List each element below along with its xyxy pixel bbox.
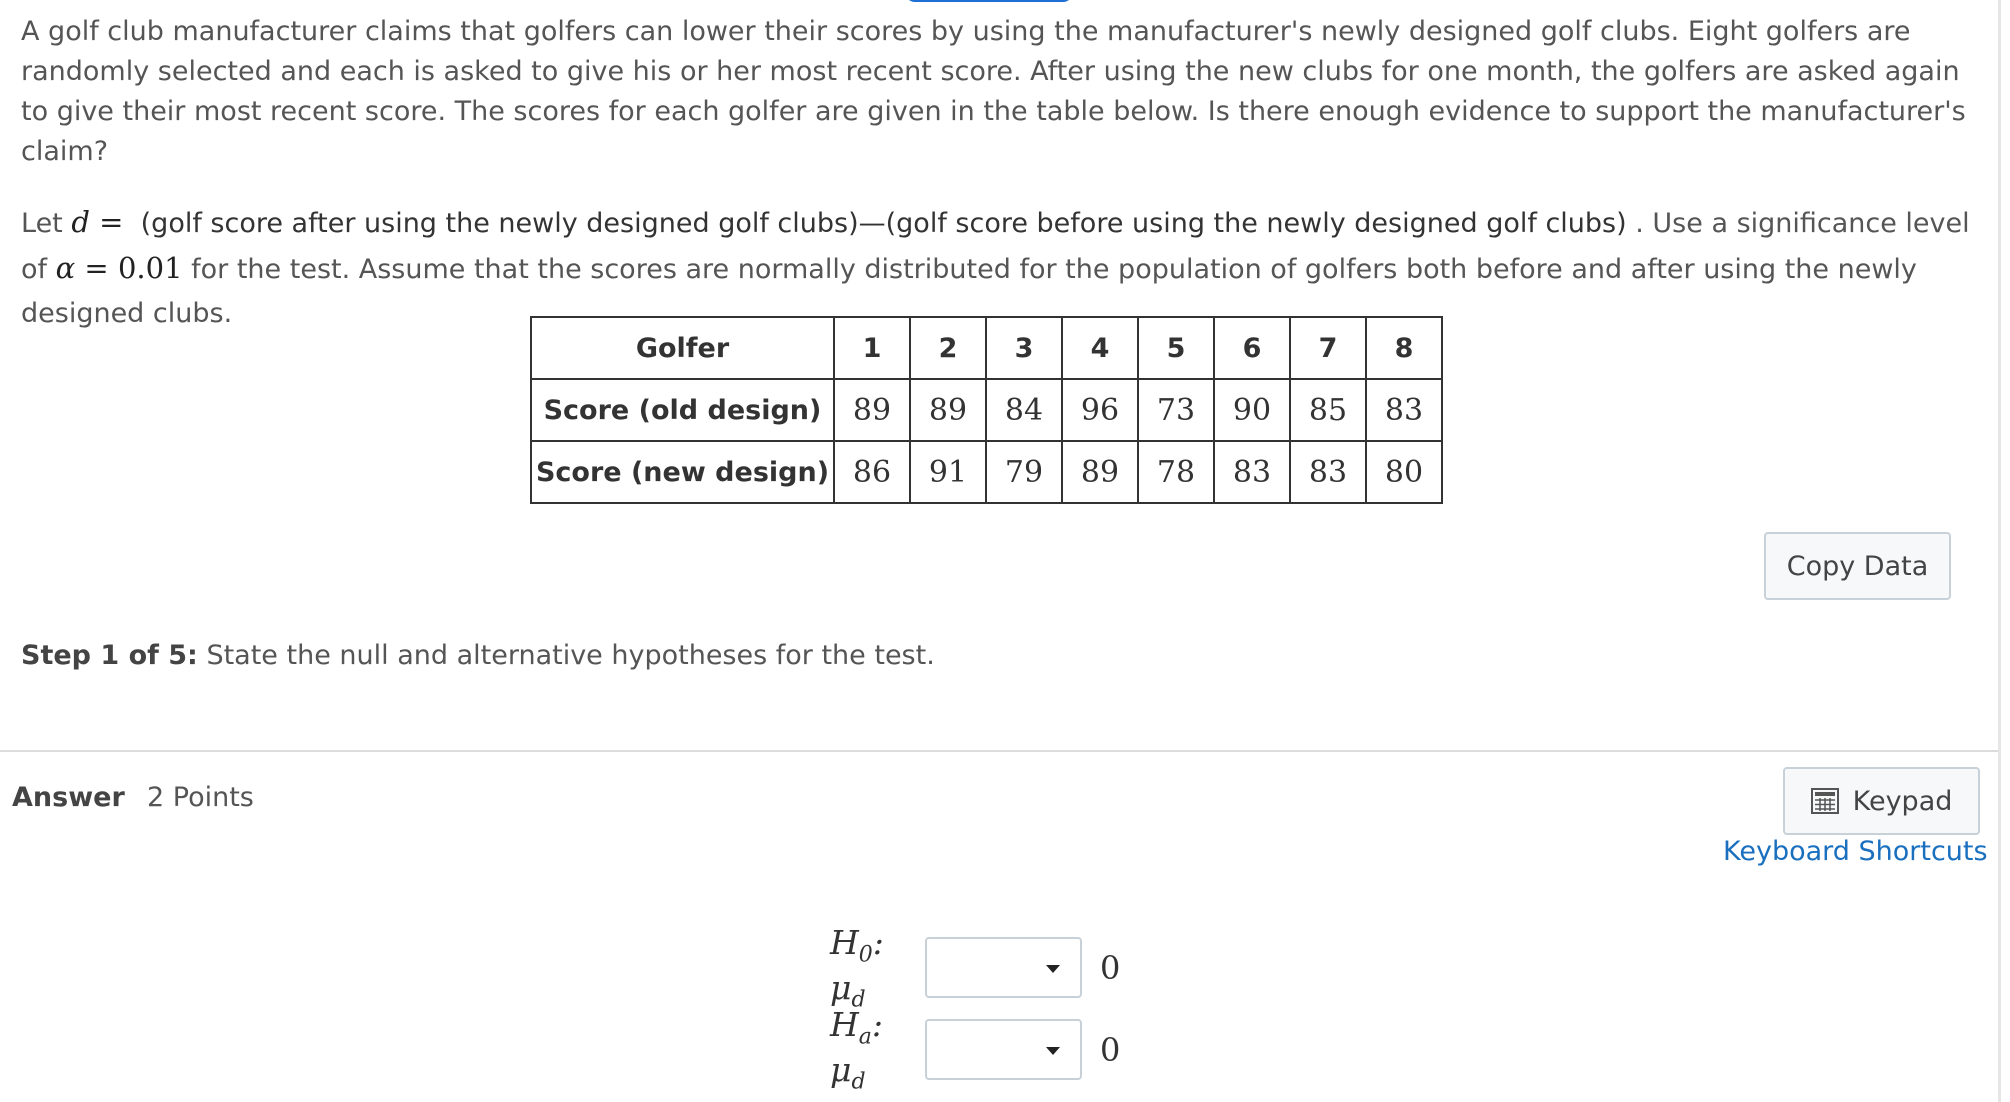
new-score-cell: 91	[910, 441, 986, 503]
null-hypothesis-operator-select[interactable]	[925, 937, 1082, 998]
new-score-cell: 79	[986, 441, 1062, 503]
null-hypothesis-label: $H_0$: $\mu_d$	[830, 923, 884, 1013]
question-text	[21, 12, 1981, 336]
top-tab-indicator	[905, 0, 1073, 2]
new-score-cell: 78	[1138, 441, 1214, 503]
question-paragraph: A golf club manufacturer claims that golfers can lower their scores by using the manufacturer's newly designed golf clubs. Eight golfers are randomly selected and each is asked to give his or her most recent score. After using the new clubs for one month, the golfers are asked again to give their most recent score. The scores for each golfer are given in the table below. Is there enough evidence to support the manufacturer's claim?	[21, 16, 1966, 167]
difference-definition: Let d = (golf score after using the newly designed golf clubs)—(golf score before using the newly designed golf clubs) . Use a significance level of α = 0.01 for the test. Assume that the scores are normally distributed for the population of golfers both before and after using the newly designed clubs.	[21, 205, 1970, 329]
alternative-hypothesis-operator-select[interactable]	[925, 1019, 1082, 1080]
right-border	[1998, 0, 2001, 1102]
old-score-cell: 73	[1138, 379, 1214, 441]
keypad-button[interactable]	[1783, 767, 1980, 835]
dropdown-caret-icon	[1046, 965, 1060, 973]
golfer-cell: 7	[1290, 317, 1366, 379]
keyboard-shortcuts-link[interactable]: Keyboard Shortcuts	[1723, 836, 1988, 867]
new-score-cell: 80	[1366, 441, 1442, 503]
old-score-cell: 85	[1290, 379, 1366, 441]
old-score-cell: 89	[910, 379, 986, 441]
golfer-cell: 3	[986, 317, 1062, 379]
new-score-cell: 83	[1290, 441, 1366, 503]
golfer-header: Golfer	[531, 317, 834, 379]
alternative-hypothesis-row	[830, 1005, 1120, 1094]
table-row-new	[531, 441, 1442, 503]
equals-sign: =	[99, 205, 124, 239]
old-score-cell: 89	[834, 379, 910, 441]
d-variable: d	[71, 205, 90, 239]
old-score-cell: 96	[1062, 379, 1138, 441]
let-word: Let	[21, 208, 63, 239]
alternative-hypothesis-value: 0	[1100, 1030, 1121, 1069]
copy-data-button[interactable]: Copy Data	[1764, 532, 1951, 600]
golfer-cell: 5	[1138, 317, 1214, 379]
null-hypothesis-row	[830, 923, 1120, 1012]
significance-text: . Use a significance level of	[21, 208, 1970, 285]
old-score-cell: 90	[1214, 379, 1290, 441]
new-score-cell: 83	[1214, 441, 1290, 503]
golfer-cell: 2	[910, 317, 986, 379]
old-score-cell: 83	[1366, 379, 1442, 441]
golfer-cell: 8	[1366, 317, 1442, 379]
alternative-hypothesis-label: $H_a$: $\mu_d$	[830, 1005, 884, 1095]
golfer-cell: 4	[1062, 317, 1138, 379]
new-score-cell: 86	[834, 441, 910, 503]
answer-label: Answer	[12, 782, 125, 813]
alpha-symbol: α	[55, 251, 76, 285]
new-score-cell: 89	[1062, 441, 1138, 503]
null-hypothesis-value: 0	[1100, 948, 1121, 987]
golfer-cell: 6	[1214, 317, 1290, 379]
old-score-cell: 84	[986, 379, 1062, 441]
step-instruction	[21, 640, 935, 671]
new-score-header: Score (new design)	[531, 441, 834, 503]
old-score-header: Score (old design)	[531, 379, 834, 441]
keypad-label: Keypad	[1852, 785, 1953, 817]
table-row-golfer	[531, 317, 1442, 379]
alpha-value: 0.01	[117, 251, 183, 285]
step-number: Step 1 of 5:	[21, 640, 198, 671]
points-label: 2 Points	[147, 782, 254, 813]
golfer-cell: 1	[834, 317, 910, 379]
calculator-icon	[1811, 788, 1839, 814]
assumption-text: for the test. Assume that the scores are normally distributed for the population of golfers both before and after using the newly designed clubs.	[21, 254, 1917, 329]
scores-table	[530, 316, 1443, 504]
dropdown-caret-icon	[1046, 1047, 1060, 1055]
step-text: State the null and alternative hypotheses for the test.	[206, 640, 935, 671]
d-definition: (golf score after using the newly designed golf clubs)—(golf score before using the newly designed golf clubs)	[140, 208, 1627, 239]
table-row-old	[531, 379, 1442, 441]
section-divider	[0, 750, 2000, 752]
